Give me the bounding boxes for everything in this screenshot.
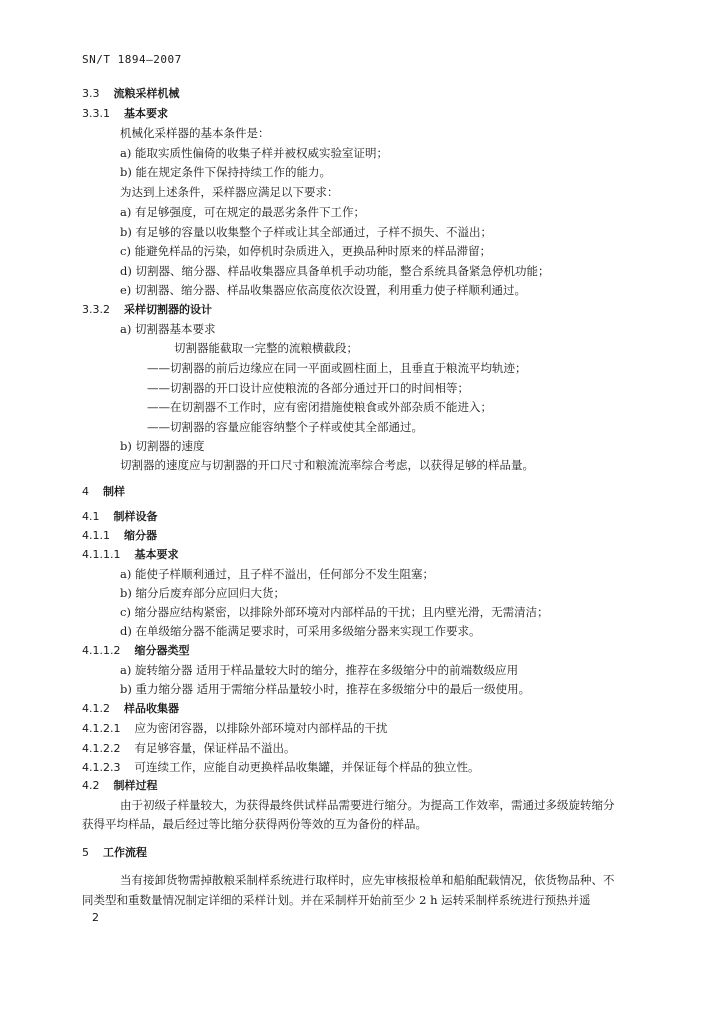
clause-4-1-2-1	[82, 720, 387, 737]
section-heading-3-3-1	[82, 106, 168, 122]
list-item: c) 缩分器应结构紧密，以排除外部环境对内部样品的干扰；且内壁光滑，无需清洁；	[120, 605, 549, 619]
section-heading-3-3-2	[82, 302, 212, 318]
section-number: 4.1.1	[82, 529, 110, 542]
section-title: 基本要求	[124, 107, 168, 120]
section-title: 基本要求	[134, 548, 179, 561]
clause-4-1-2-2	[82, 740, 295, 757]
section-heading-4-2	[82, 778, 158, 794]
section-title: 流粮采样机械	[113, 87, 180, 100]
section-heading-4-1-1	[82, 528, 157, 544]
page-number: 2	[92, 911, 99, 924]
section-number: 3.3	[82, 87, 100, 100]
section-title: 工作流程	[103, 846, 147, 859]
paragraph-text: 同类型和重数量情况制定详细的采样计划。并在采制样开始前至少 2 h 运转采制样系统进行预热并遥	[82, 893, 591, 907]
list-item: b) 能在规定条件下保持持续工作的能力。	[120, 165, 332, 179]
section-heading-4-1-1-1	[82, 547, 178, 563]
list-item: a) 有足够强度，可在规定的最恶劣条件下工作；	[120, 205, 365, 219]
paragraph-text: 为达到上述条件，采样器应满足以下要求：	[120, 185, 339, 199]
section-number: 4.2	[82, 779, 100, 792]
section-number: 4	[82, 485, 89, 498]
section-number: 4.1.1.1	[82, 548, 121, 561]
list-item: c) 能避免样品的污染，如停机时杂质进入，更换品种时原来的样品滞留；	[120, 244, 492, 258]
clause-number: 4.1.2.1	[82, 722, 121, 735]
dash-item: ——切割器的容量应能容纳整个子样或使其全部通过。	[147, 420, 423, 434]
list-item: b) 缩分后废弃部分应回归大货；	[120, 586, 286, 600]
section-title: 样品收集器	[124, 702, 179, 715]
clause-number: 4.1.2.3	[82, 761, 121, 774]
section-heading-4	[82, 484, 125, 500]
section-title: 采样切割器的设计	[124, 303, 212, 316]
paragraph-text: 机械化采样器的基本条件是：	[120, 126, 270, 140]
section-heading-4-1	[82, 509, 158, 525]
list-item: a) 能使子样顺利通过，且子样不溢出，任何部分不发生阻塞；	[120, 567, 434, 581]
paragraph-text: 切割器能截取一完整的流粮横截段；	[174, 341, 358, 355]
section-title: 缩分器类型	[134, 644, 190, 657]
list-item: e) 切割器、缩分器、样品收集器应依高度依次设置，利用重力使子样顺利通过。	[120, 283, 526, 297]
document-code: SN/T 1894—2007	[82, 53, 182, 66]
section-number: 4.1	[82, 510, 100, 523]
dash-item: ——切割器的开口设计应使粮流的各部分通过开口的时间相等；	[147, 381, 469, 395]
section-number: 4.1.2	[82, 702, 110, 715]
list-item: a) 旋转缩分器 适用于样品量较大时的缩分，推荐在多级缩分中的前端数级应用	[120, 663, 519, 677]
section-title: 缩分器	[124, 529, 157, 542]
clause-4-1-2-3	[82, 759, 479, 776]
dash-item: ——切割器的前后边缘应在同一平面或圆柱面上，且垂直于粮流平均轨迹；	[147, 361, 527, 375]
section-title: 制样	[103, 485, 125, 498]
list-item: b) 重力缩分器 适用于需缩分样品量较小时，推荐在多级缩分中的最后一级使用。	[120, 682, 531, 696]
list-item: a) 切割器基本要求	[120, 322, 216, 336]
paragraph-text: 由于初级子样量较大，为获得最终供试样品需要进行缩分。为提高工作效率，需通过多级旋转缩分	[120, 798, 615, 812]
clause-text: 有足够容量，保证样品不溢出。	[134, 741, 296, 755]
section-heading-4-1-1-2	[82, 643, 189, 659]
section-title: 制样过程	[113, 779, 158, 792]
paragraph-text: 获得平均样品，最后经过等比缩分获得两份等效的互为备份的样品。	[82, 817, 427, 831]
section-number: 3.3.1	[82, 107, 110, 120]
list-item: b) 切割器的速度	[120, 439, 205, 453]
section-title: 制样设备	[113, 510, 158, 523]
section-heading-5	[82, 845, 147, 861]
paragraph-text: 切割器的速度应与切割器的开口尺寸和粮流流率综合考虑，以获得足够的样品量。	[120, 458, 534, 472]
clause-text: 可连续工作，应能自动更换样品收集罐，并保证每个样品的独立性。	[134, 760, 480, 774]
clause-text: 应为密闭容器，以排除外部环境对内部样品的干扰	[134, 721, 388, 735]
dash-item: ——在切割器不工作时，应有密闭措施使粮食或外部杂质不能进入；	[147, 400, 492, 414]
section-number: 5	[82, 846, 89, 859]
list-item: b) 有足够的容量以收集整个子样或让其全部通过，子样不损失、不溢出；	[120, 225, 492, 239]
section-heading-3-3	[82, 86, 180, 102]
section-number: 3.3.2	[82, 303, 110, 316]
section-number: 4.1.1.2	[82, 644, 121, 657]
list-item: d) 在单级缩分器不能满足要求时，可采用多级缩分器来实现工作要求。	[120, 624, 481, 638]
list-item: a) 能取实质性偏倚的收集子样并被权威实验室证明；	[120, 146, 388, 160]
paragraph-text: 当有接卸货物需掉散粮采制样系统进行取样时，应先审核报检单和船舶配载情况，依货物品种、不	[120, 873, 615, 887]
list-item: d) 切割器、缩分器、样品收集器应具备单机手动功能，整合系统具备紧急停机功能；	[120, 264, 550, 278]
clause-number: 4.1.2.2	[82, 742, 121, 755]
section-heading-4-1-2	[82, 701, 179, 717]
